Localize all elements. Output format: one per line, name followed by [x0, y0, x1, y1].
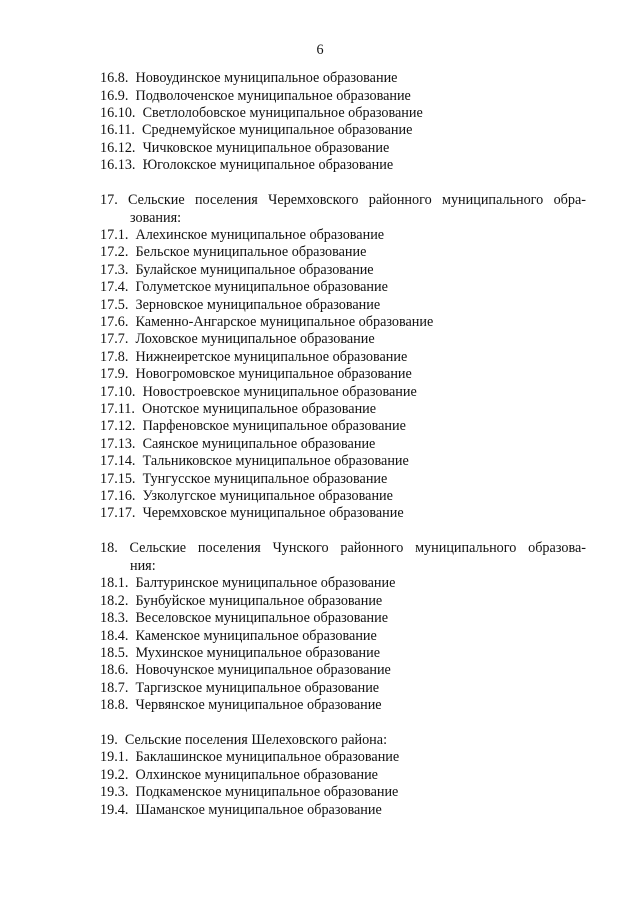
list-item [100, 122, 412, 140]
list-item [100, 140, 389, 158]
item-text: Алехинское муниципальное образование [135, 227, 385, 243]
heading-word: Сельские [129, 540, 187, 556]
item-number: 19.1. [100, 749, 129, 765]
list-item [100, 88, 411, 106]
section-title: Сельские поселения Шелеховского района: [124, 732, 388, 748]
heading-word: Сельские [128, 192, 185, 208]
heading-word: образова- [528, 540, 586, 556]
heading-word: обра- [553, 192, 586, 208]
section-number: 17. [100, 192, 118, 208]
item-text: Зерновское муниципальное образование [135, 297, 381, 313]
section-number: 19. [100, 732, 118, 748]
item-number: 18.7. [100, 680, 129, 696]
item-text: Бунбуйское муниципальное образование [135, 593, 383, 609]
item-number: 17.6. [100, 314, 129, 330]
list-item [100, 453, 409, 471]
item-number: 17.17. [100, 505, 136, 521]
item-text: Олхинское муниципальное образование [135, 767, 378, 783]
item-text: Шаманское муниципальное образование [135, 802, 382, 818]
item-text: Среднемуйское муниципальное образование [142, 122, 413, 138]
item-number: 19.2. [100, 767, 129, 783]
item-text: Бельское муниципальное образование [135, 244, 367, 260]
item-text: Новоудинское муниципальное образование [135, 70, 398, 86]
item-number: 17.16. [100, 488, 136, 504]
list-item [100, 331, 375, 349]
item-text: Подволоченское муниципальное образование [135, 88, 411, 104]
item-number: 17.13. [100, 436, 136, 452]
item-text: Тунгусское муниципальное образование [142, 471, 388, 487]
item-text: Юголокское муниципальное образование [142, 157, 394, 173]
item-number: 16.11. [100, 122, 135, 138]
item-text: Черемховское муниципальное образование [142, 505, 404, 521]
list-item [100, 802, 382, 820]
list-item [100, 262, 374, 280]
item-text: Новочунское муниципальное образование [135, 662, 391, 678]
section-heading-17 [100, 192, 586, 227]
item-number: 17.9. [100, 366, 129, 382]
heading-word: поселения [197, 540, 261, 556]
list-item [100, 401, 376, 419]
list-item [100, 418, 406, 436]
item-text: Новостроевское муниципальное образование [142, 384, 417, 400]
item-number: 17.2. [100, 244, 129, 260]
item-text: Баклашинское муниципальное образование [135, 749, 400, 765]
item-number: 16.8. [100, 70, 129, 86]
item-text: Саянское муниципальное образование [142, 436, 376, 452]
list-item [100, 279, 388, 297]
item-text: Таргизское муниципальное образование [135, 680, 380, 696]
list-item [100, 505, 404, 523]
item-number: 16.9. [100, 88, 129, 104]
item-text: Парфеновское муниципальное образование [142, 418, 406, 434]
item-number: 18.6. [100, 662, 129, 678]
list-item [100, 157, 393, 175]
item-text: Подкаменское муниципальное образование [135, 784, 399, 800]
item-number: 17.3. [100, 262, 129, 278]
item-number: 17.1. [100, 227, 129, 243]
list-item [100, 366, 412, 384]
list-item [100, 680, 379, 698]
section-heading-line [100, 192, 586, 210]
section-heading-line [100, 540, 586, 558]
item-text: Каменно-Ангарское муниципальное образование [135, 314, 434, 330]
heading-word: Чунского [272, 540, 329, 556]
heading-word: Черемховского [268, 192, 359, 208]
heading-word: муниципального [415, 540, 517, 556]
list-item [100, 628, 377, 646]
item-number: 19.3. [100, 784, 129, 800]
section-heading-continuation: ния: [130, 557, 156, 574]
list-item [100, 384, 417, 402]
item-text: Нижнеиретское муниципальное образование [135, 349, 408, 365]
page-number: 6 [316, 42, 324, 58]
item-number: 16.10. [100, 105, 136, 121]
list-item [100, 575, 395, 593]
heading-word: поселения [194, 192, 258, 208]
item-text: Чичковское муниципальное образование [142, 140, 390, 156]
list-item [100, 70, 397, 88]
item-text: Светлолобовское муниципальное образование [142, 105, 423, 121]
list-item [100, 697, 382, 715]
item-text: Каменское муниципальное образование [135, 628, 377, 644]
item-number: 18.3. [100, 610, 129, 626]
list-item [100, 471, 387, 489]
item-number: 18.5. [100, 645, 129, 661]
list-item [100, 314, 433, 332]
list-item [100, 105, 423, 123]
section-heading-18 [100, 540, 586, 575]
item-number: 16.13. [100, 157, 136, 173]
item-text: Мухинское муниципальное образование [135, 645, 381, 661]
item-text: Балтуринское муниципальное образование [135, 575, 396, 591]
item-number: 17.14. [100, 453, 136, 469]
item-number: 17.7. [100, 331, 129, 347]
item-text: Веселовское муниципальное образование [135, 610, 389, 626]
item-number: 17.8. [100, 349, 129, 365]
list-item [100, 244, 366, 262]
item-number: 16.12. [100, 140, 136, 156]
section-heading-19 [100, 732, 387, 750]
section-heading-continuation: зования: [130, 209, 182, 226]
heading-word: районного [340, 540, 404, 556]
list-item [100, 645, 380, 663]
item-text: Тальниковское муниципальное образование [142, 453, 409, 469]
item-text: Онотское муниципальное образование [142, 401, 377, 417]
heading-word: районного [368, 192, 432, 208]
list-item [100, 767, 378, 785]
item-number: 17.4. [100, 279, 129, 295]
item-number: 19.4. [100, 802, 129, 818]
list-item [100, 784, 398, 802]
list-item [100, 297, 380, 315]
list-item [100, 593, 382, 611]
list-item [100, 662, 391, 680]
item-number: 18.4. [100, 628, 129, 644]
item-number: 17.10. [100, 384, 136, 400]
item-number: 17.12. [100, 418, 136, 434]
item-text: Узколугское муниципальное образование [142, 488, 393, 504]
item-number: 18.2. [100, 593, 129, 609]
item-text: Булайское муниципальное образование [135, 262, 374, 278]
list-item [100, 488, 393, 506]
item-number: 17.5. [100, 297, 129, 313]
item-number: 18.8. [100, 697, 129, 713]
heading-word: муниципального [441, 192, 544, 208]
item-text: Новогромовское муниципальное образование [135, 366, 412, 382]
item-text: Голуметское муниципальное образование [135, 279, 388, 295]
item-text: Червянское муниципальное образование [135, 697, 382, 713]
list-item [100, 227, 384, 245]
list-item [100, 349, 407, 367]
item-text: Лоховское муниципальное образование [135, 331, 375, 347]
list-item [100, 610, 388, 628]
item-number: 18.1. [100, 575, 129, 591]
section-number: 18. [100, 540, 118, 556]
list-item [100, 436, 375, 454]
list-item [100, 749, 399, 767]
item-number: 17.15. [100, 471, 136, 487]
item-number: 17.11. [100, 401, 135, 417]
